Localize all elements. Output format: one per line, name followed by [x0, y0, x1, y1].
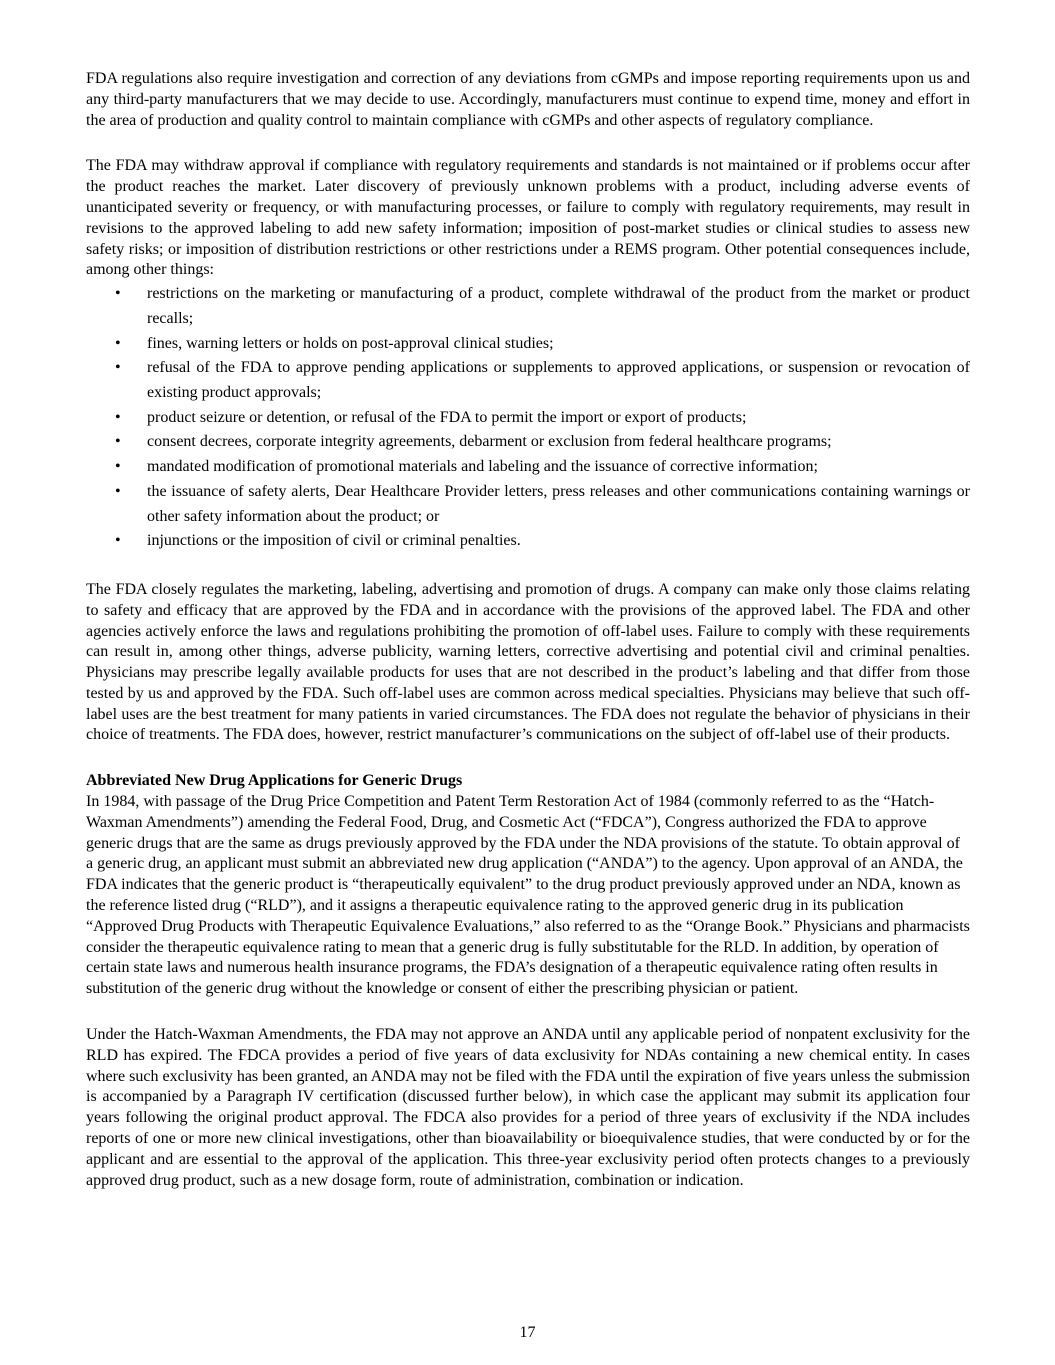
list-item	[86, 356, 970, 405]
bullet-icon: •	[115, 482, 121, 500]
list-item	[86, 282, 970, 331]
list-item	[86, 455, 970, 480]
page-content	[86, 69, 970, 1216]
list-item-text: restrictions on the marketing or manufacturing of a product, complete withdrawal of the product from the market or product recalls;	[147, 285, 970, 327]
consequences-list	[86, 282, 970, 554]
bullet-icon: •	[115, 285, 121, 303]
bullet-icon: •	[115, 532, 121, 550]
paragraph-exclusivity: Under the Hatch-Waxman Amendments, the FDA may not approve an ANDA until any applicable period of nonpatent exclusivity for the RLD has expired. The FDCA provides a period of five years of data exclusivity for NDAs containing a new chemical entity. In cases where such exclusivity has been granted, an ANDA may not be filed with the FDA until the expiration of five years unless the submission is accompanied by a Paragraph IV certification (discussed further below), in which case the applicant may submit its application four years following the original product approval. The FDCA also provides for a period of three years of exclusivity if the NDA includes reports of one or more new clinical investigations, other than bioavailability or bioequivalence studies, that were conducted by or for the applicant and are essential to the approval of the application. This three-year exclusivity period often protects changes to a previously approved drug product, such as a new dosage form, route of administration, combination or indication.	[86, 1026, 970, 1189]
bullet-icon: •	[115, 408, 121, 426]
list-item	[86, 332, 970, 357]
paragraph-marketing-regulation: The FDA closely regulates the marketing, labeling, advertising and promotion of drugs. A company can make only those claims relating to safety and efficacy that are approved by the FDA and in accordance with the provisions of the approved label. The FDA and other agencies actively enforce the laws and regulations prohibiting the promotion of off-label uses. Failure to comply with these requirements can result in, among other things, adverse publicity, warning letters, corrective advertising and potential civil and criminal penalties. Physicians may prescribe legally available products for uses that are not described in the product’s labeling and that differ from those tested by us and approved by the FDA. Such off-label uses are common across medical specialties. Physicians may believe that such off-label uses are the best treatment for many patients in varied circumstances. The FDA does not regulate the behavior of physicians in their choice of treatments. The FDA does, however, restrict manufacturer’s communications on the subject of off-label use of their products.	[86, 580, 970, 744]
list-item	[86, 480, 970, 529]
list-item	[86, 406, 970, 431]
list-item-text: consent decrees, corporate integrity agreements, debarment or exclusion from federal healthcare programs;	[147, 433, 832, 451]
paragraph-cgmp: FDA regulations also require investigation and correction of any deviations from cGMPs and impose reporting requirements upon us and any third-party manufacturers that we may decide to use. Accordingly, manufacturers must continue to expend time, money and effort in the area of production and quality control to maintain compliance with cGMPs and other aspects of regulatory compliance.	[86, 70, 970, 129]
paragraph-hatch-waxman: In 1984, with passage of the Drug Price Competition and Patent Term Restoration Act of 1984 (commonly referred to as the “Hatch-Waxman Amendments”) amending the Federal Food, Drug, and Cosmetic Act (“FDCA”), Congress authorized the FDA to approve generic drugs that are the same as drugs previously approved by the FDA under the NDA provisions of the statute. To obtain approval of a generic drug, an applicant must submit an abbreviated new drug application (“ANDA”) to the agency. Upon approval of an ANDA, the FDA indicates that the generic product is “therapeutically equivalent” to the drug product previously approved under an NDA, known as the reference listed drug (“RLD”), and it assigns a therapeutic equivalence rating to the approved generic drug in its publication “Approved Drug Products with Therapeutic Equivalence Evaluations,” also referred to as the “Orange Book.” Physicians and pharmacists consider the therapeutic equivalence rating to mean that a generic drug is fully substitutable for the RLD. In addition, by operation of certain state laws and numerous health insurance programs, the FDA’s designation of a therapeutic equivalence rating often results in substitution of the generic drug without the knowledge or consent of either the prescribing physician or patient.	[86, 793, 970, 998]
bullet-icon: •	[115, 433, 121, 451]
bullet-icon: •	[115, 359, 121, 377]
list-item-text: injunctions or the imposition of civil or criminal penalties.	[147, 532, 521, 550]
list-item-text: mandated modification of promotional materials and labeling and the issuance of corrective information;	[147, 458, 818, 476]
bullet-icon: •	[115, 458, 121, 476]
list-item-text: product seizure or detention, or refusal of the FDA to permit the import or export of products;	[147, 408, 747, 426]
section-heading: Abbreviated New Drug Applications for Generic Drugs	[86, 772, 463, 790]
list-item-text: the issuance of safety alerts, Dear Healthcare Provider letters, press releases and other communications containing warnings or other safety information about the product; or	[147, 482, 970, 525]
page-number: 17	[519, 1324, 536, 1341]
bullet-icon: •	[115, 334, 121, 352]
list-item-text: fines, warning letters or holds on post-approval clinical studies;	[147, 334, 554, 352]
list-item-text: refusal of the FDA to approve pending applications or supplements to approved applications, or suspension or revocation of existing product approvals;	[147, 359, 970, 401]
list-item	[86, 529, 970, 554]
list-item	[86, 430, 970, 455]
paragraph-withdraw-approval: The FDA may withdraw approval if compliance with regulatory requirements and standards is not maintained or if problems occur after the product reaches the market. Later discovery of previously unknown problems with a product, including adverse events of unanticipated severity or frequency, or with manufacturing processes, or failure to comply with regulatory requirements, may result in revisions to the approved labeling to add new safety information; imposition of post-market studies or clinical studies to assess new safety risks; or imposition of distribution restrictions or other restrictions under a REMS program. Other potential consequences include, among other things:	[86, 157, 970, 279]
